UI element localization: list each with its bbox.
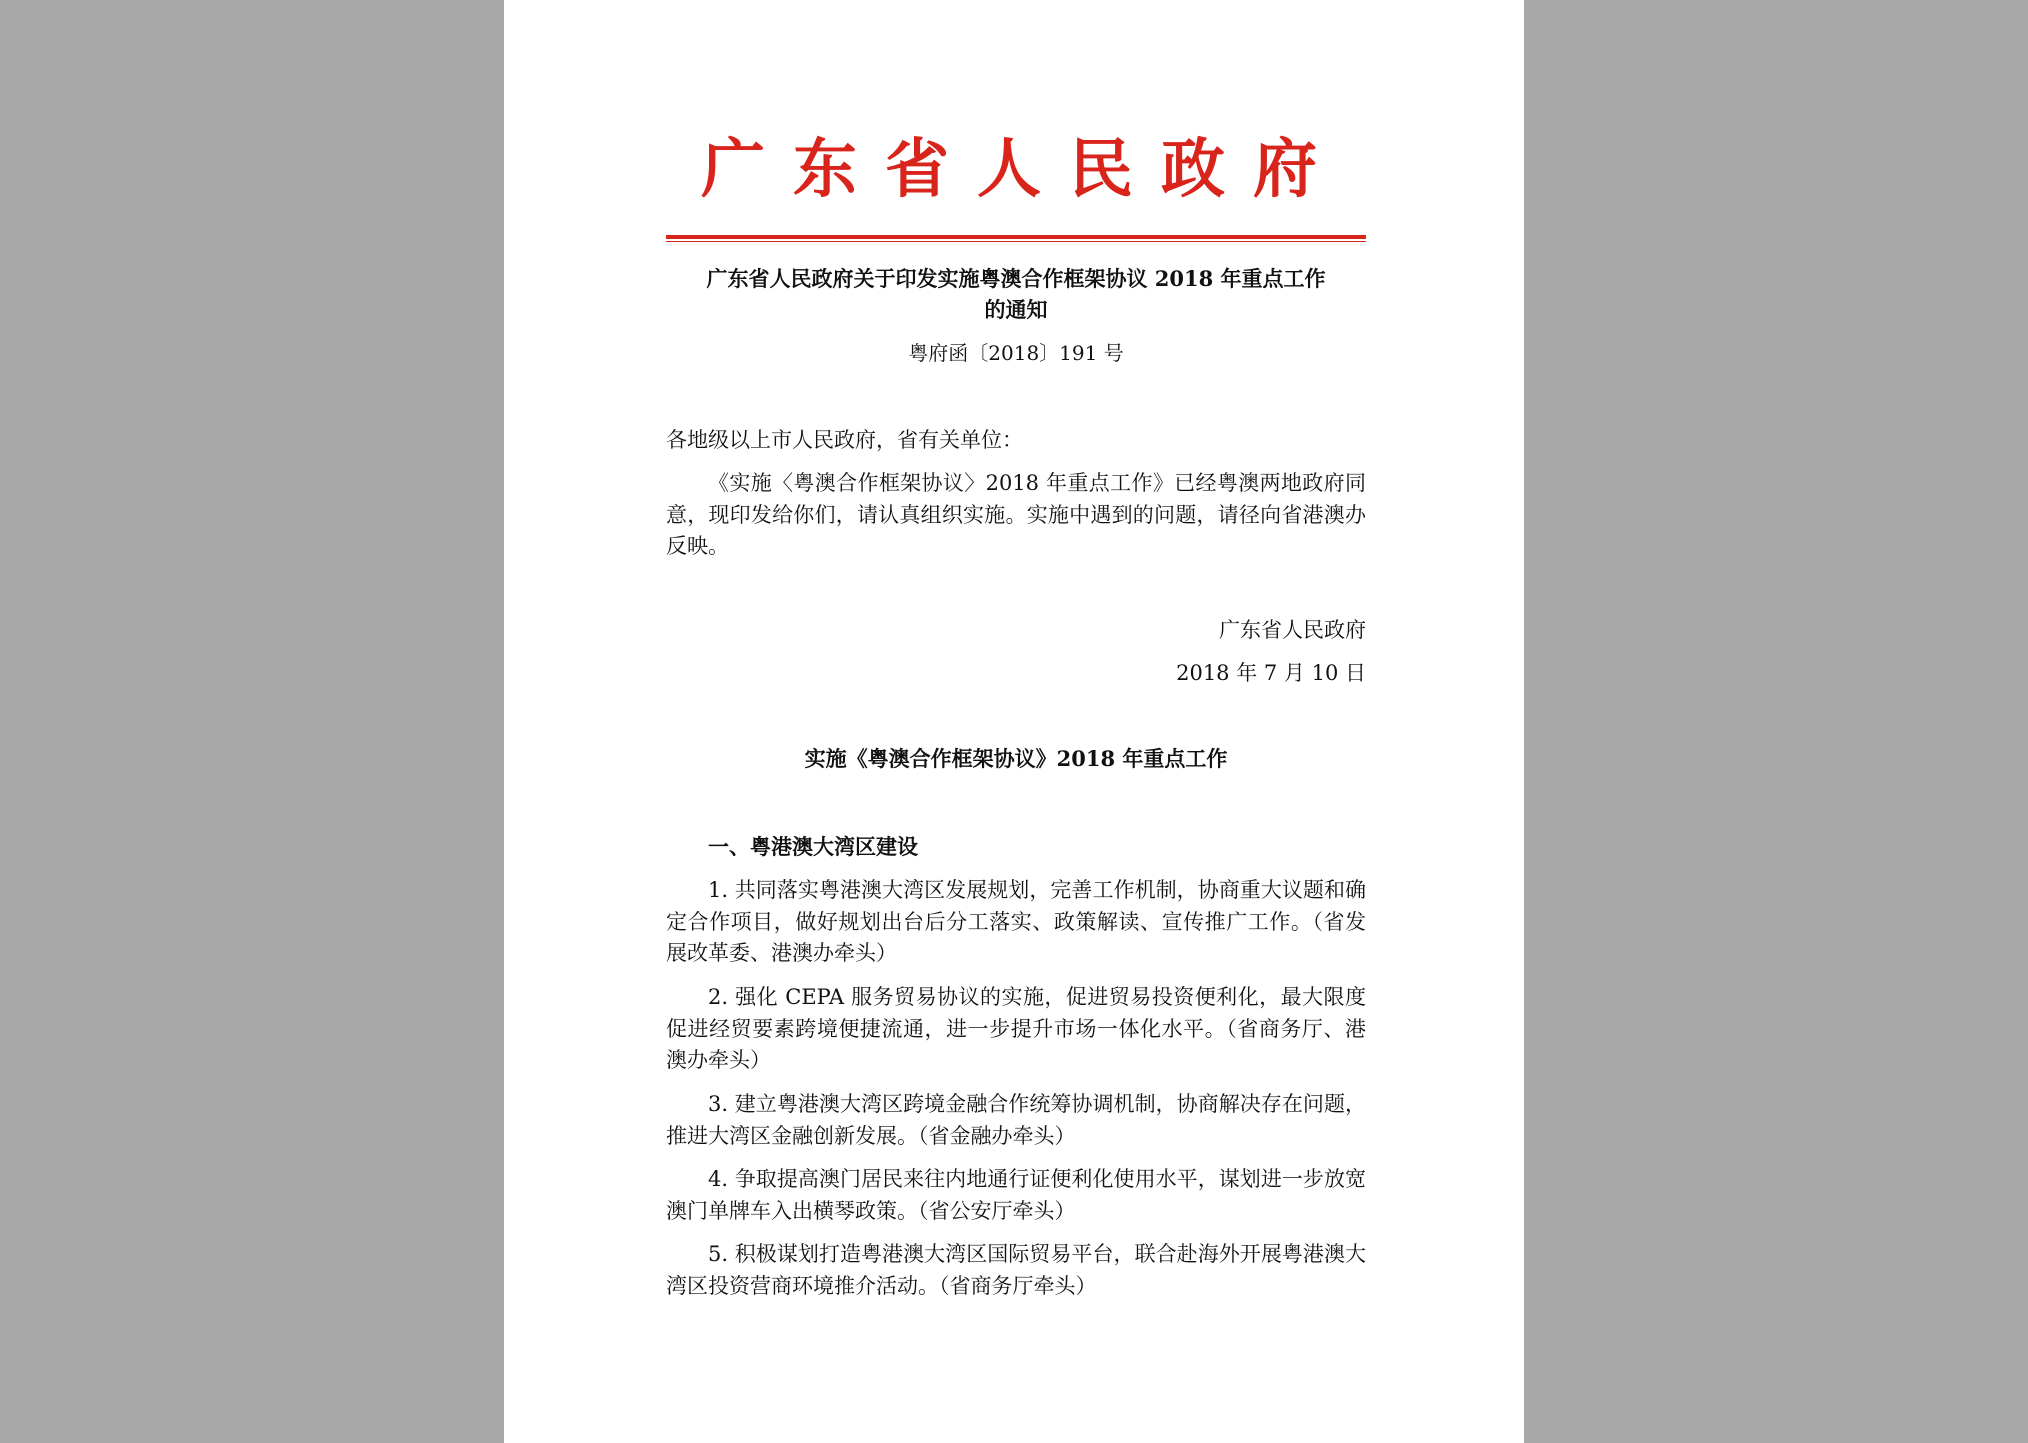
list-item: 2. 强化 CEPA 服务贸易协议的实施，促进贸易投资便利化，最大限度促进经贸要素跨境便捷流通，进一步提升市场一体化水平。（省商务厅、港澳办牵头） <box>666 985 1366 1072</box>
attachment-title: 实施《粤澳合作框架协议》2018 年重点工作 <box>804 746 1228 771</box>
signature-date: 2018 年 7 月 10 日 <box>1176 661 1366 685</box>
red-divider <box>666 235 1366 239</box>
body-paragraph: 《实施〈粤澳合作框架协议〉2018 年重点工作》已经粤澳两地政府同意，现印发给你们，请认真组织实施。实施中遇到的问题，请径向省港澳办反映。 <box>666 471 1366 558</box>
page-content <box>666 0 1366 1443</box>
list-item: 5. 积极谋划打造粤港澳大湾区国际贸易平台，联合赴海外开展粤港澳大湾区投资营商环境推介活动。（省商务厅牵头） <box>666 1242 1366 1298</box>
addressee: 各地级以上市人民政府，省有关单位： <box>666 428 1023 452</box>
list-item: 3. 建立粤港澳大湾区跨境金融合作统筹协调机制，协商解决存在问题，推进大湾区金融创新发展。（省金融办牵头） <box>666 1092 1366 1148</box>
section-heading: 一、粤港澳大湾区建设 <box>708 834 918 859</box>
masthead: 广东省人民政府 <box>701 132 1345 207</box>
document-title <box>666 263 1366 325</box>
title-line-1: 广东省人民政府关于印发实施粤澳合作框架协议 2018 年重点工作 <box>706 266 1326 291</box>
document-page <box>504 0 1524 1443</box>
signature-org: 广东省人民政府 <box>1219 618 1366 642</box>
title-line-2: 的通知 <box>984 297 1048 322</box>
list-item: 4. 争取提高澳门居民来往内地通行证便利化使用水平，谋划进一步放宽澳门单牌车入出横琴政策。（省公安厅牵头） <box>666 1167 1366 1223</box>
red-divider-thin <box>666 241 1366 242</box>
document-number: 粤府函〔2018〕191 号 <box>908 341 1124 365</box>
list-item: 1. 共同落实粤港澳大湾区发展规划，完善工作机制，协商重大议题和确定合作项目，做好规划出台后分工落实、政策解读、宣传推广工作。（省发展改革委、港澳办牵头） <box>666 878 1366 965</box>
